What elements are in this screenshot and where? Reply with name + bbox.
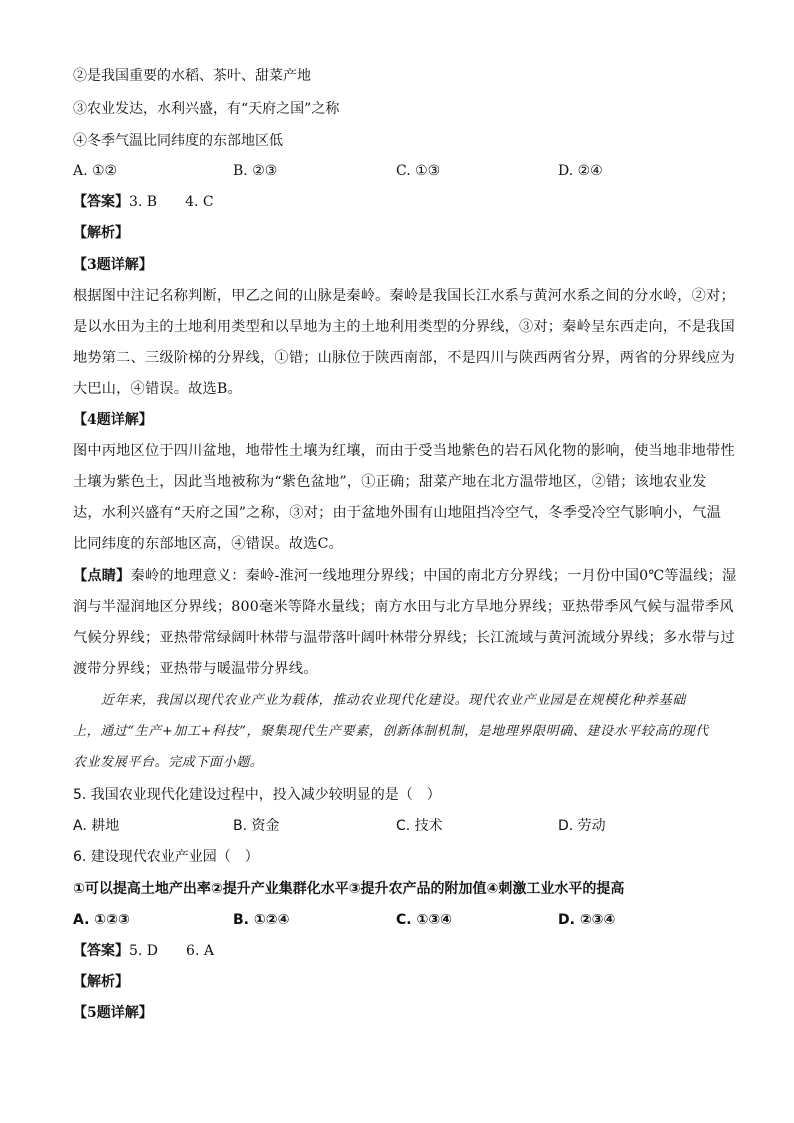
tip-line: 气候分界线；亚热带常绿阔叶林带与温带落叶阔叶林带分界线；长江流域与黄河流域分界线；多水带与过 [73, 630, 735, 646]
option-b: B. ①②④ [233, 912, 290, 928]
tip-line: 润与半湿润地区分界线；800毫米等降水量线；南方水田与北方旱地分界线；亚热带季风气候与温带季风 [73, 599, 734, 615]
option-c: C. 技术 [396, 818, 443, 834]
tip-line: 渡带分界线；亚热带与暖温带分界线。 [73, 661, 318, 677]
passage-line: 近年来，我国以现代农业产业为载体，推动农业现代化建设。现代农业产业园是在规模化种养基础 [101, 693, 686, 708]
option-a: A. ①②③ [73, 912, 130, 928]
option-d: D. ②④ [558, 163, 603, 179]
tip-label: 【点睛】 [73, 568, 131, 584]
q3-heading: 【3题详解】 [73, 257, 153, 273]
option-c: C. ①③ [396, 163, 441, 179]
q3-line: 根据图中注记名称判断，甲乙之间的山脉是秦岭。秦岭是我国长江水系与黄河水系之间的分水岭，②对； [73, 288, 735, 304]
q4-line: 土壤为紫色土，因此当地被称为“紫色盆地”，①正确；甜菜产地在北方温带地区，②错；该地农业发 [73, 474, 707, 490]
passage-line: 上，通过“生产+加工+科技”，聚集现代生产要素，创新体制机制，是地理界限明确、建设水平较高的现代 [73, 724, 709, 739]
tip-text: 秦岭的地理意义：秦岭-淮河一线地理分界线；中国的南北方分界线；一月份中国0℃等温线；湿 [130, 568, 737, 584]
q3-line: 大巴山，④错误。故选B。 [73, 381, 242, 397]
option-d: D. 劳动 [558, 818, 606, 834]
answer-5: 5. D [129, 943, 159, 959]
question-5: 5. 我国农业现代化建设过程中，投入减少较明显的是（ ） [73, 787, 441, 803]
q6-statements: ①可以提高土地产出率②提升产业集群化水平③提升农产品的附加值④刺激工业水平的提高 [73, 881, 625, 897]
option-b: B. ②③ [233, 163, 278, 179]
option-a: A. 耕地 [73, 818, 120, 834]
answer-line-2 [73, 941, 214, 961]
q3-line: 是以水田为主的土地利用类型和以旱地为主的土地利用类型的分界线，③对；秦岭呈东西走向，不是我国 [73, 319, 735, 335]
answer-label: 【答案】 [73, 194, 129, 210]
answer-4: 4. C [185, 194, 214, 210]
analysis-label: 【解析】 [73, 225, 129, 241]
analysis-label: 【解析】 [73, 974, 129, 990]
answer-6: 6. A [186, 943, 214, 959]
question-6: 6. 建设现代农业产业园（ ） [73, 849, 259, 865]
q5-heading: 【5题详解】 [73, 1005, 153, 1021]
answer-line-1 [73, 192, 214, 212]
passage-line: 农业发展平台。完成下面小题。 [73, 755, 264, 770]
tip-line [73, 566, 736, 586]
option-c: C. ①③④ [396, 912, 453, 928]
q3-line: 地势第二、三级阶梯的分界线，①错；山脉位于陕西南部，不是四川与陕西两省分界，两省的分界线应为 [73, 350, 735, 366]
option-a: A. ①② [73, 163, 118, 179]
q4-line: 图中丙地区位于四川盆地，地带性土壤为红壤，而由于受当地紫色的岩石风化物的影响，使当地非地带性 [73, 443, 735, 459]
statement-2: ②是我国重要的水稻、茶叶、甜菜产地 [73, 68, 311, 84]
q4-line: 比同纬度的东部地区高，④错误。故选C。 [73, 536, 344, 552]
q4-line: 达，水利兴盛有“天府之国”之称，③对；由于盆地外围有山地阻挡冷空气，冬季受冷空气影响小，气温 [73, 505, 721, 521]
statement-4: ④冬季气温比同纬度的东部地区低 [73, 133, 283, 149]
answer-label: 【答案】 [73, 943, 129, 959]
answer-3: 3. B [129, 194, 158, 210]
option-d: D. ②③④ [558, 912, 616, 928]
option-b: B. 资金 [233, 818, 280, 834]
q4-heading: 【4题详解】 [73, 412, 153, 428]
statement-3: ③农业发达，水利兴盛，有“天府之国”之称 [73, 101, 340, 117]
